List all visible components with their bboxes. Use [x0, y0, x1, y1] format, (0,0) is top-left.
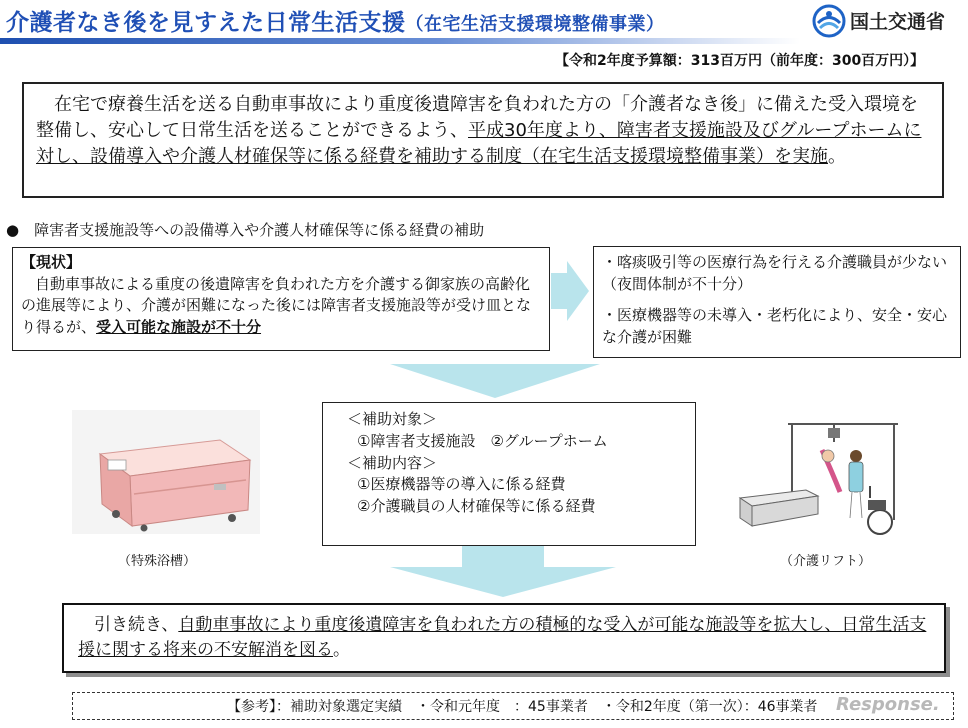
issue-item: ・喀痰吸引等の医療行為を行える介護職員が少ない（夜間体制が不十分） — [602, 253, 948, 293]
care-lift-caption: （介護リフト） — [780, 554, 872, 569]
watermark: Response. — [836, 694, 940, 715]
status-body: 自動車事故による重度の後遺障害を負われた方を介護する御家族の高齢化の進展等により、介護が困難になった後には障害者支援施設等が受け皿となり得るが、 — [21, 274, 532, 336]
conclusion-box — [62, 603, 946, 673]
conclusion-suffix: 。 — [333, 640, 350, 660]
issues-box — [593, 246, 961, 358]
support-content-heading: ＜補助内容＞ — [347, 453, 438, 472]
intro-text — [36, 92, 930, 170]
reference-note: 【参考】：補助対象選定実績 ・令和元年度 ：45事業者 ・令和2年度（第一次）：46事業者 — [72, 692, 954, 720]
down-arrow-icon — [390, 545, 616, 597]
status-text — [21, 274, 541, 339]
bathtub-illustration — [72, 410, 260, 534]
intro-sentence-2-underlined: 平成30年度より、障害者支援施設及びグループホームに対し、設備導入や介護人材確保等に係る経費を補助する制度（在宅生活支援環境整備事業）を実施 — [36, 120, 922, 167]
ministry-emblem-icon — [812, 4, 846, 38]
ministry-logo — [812, 4, 962, 38]
support-box — [322, 402, 696, 546]
bathtub-caption: （特殊浴槽） — [118, 554, 197, 569]
support-content-item: ②介護職員の人材確保等に係る経費 — [357, 497, 596, 516]
care-lift-image — [736, 402, 906, 546]
care-lift-illustration — [736, 402, 906, 546]
conclusion-underlined: 自動車事故により重度後遺障害を負われた方の積極的な受入が可能な施設等を拡大し、日常生活支援に関する将来の不安解消を図る — [78, 615, 927, 660]
support-target-items: ①障害者支援施設 ②グループホーム — [357, 431, 608, 450]
page-title — [6, 4, 665, 37]
status-emphasis: 受入可能な施設が不十分 — [96, 317, 262, 336]
title-sub: （在宅生活支援環境整備事業） — [405, 14, 665, 35]
title-main: 介護者なき後を見すえた日常生活支援 — [6, 10, 406, 36]
status-label: 【現状】 — [21, 253, 82, 271]
bullet-icon: ● — [6, 221, 20, 239]
conclusion-text — [78, 613, 930, 663]
ministry-name: 国土交通省 — [850, 11, 946, 33]
conclusion-prefix: 引き続き、 — [94, 615, 179, 635]
issue-item: ・医療機器等の未導入・老朽化により、安全・安心な介護が困難 — [602, 306, 948, 346]
status-box — [12, 247, 550, 351]
section-heading-text: 障害者支援施設等への設備導入や介護人材確保等に係る経費の補助 — [34, 221, 485, 239]
intro-sentence-end: 。 — [828, 146, 846, 167]
right-arrow-icon — [549, 259, 591, 323]
budget-note: 【令和2年度予算額：313百万円（前年度：300百万円）】 — [555, 53, 925, 69]
support-target-heading: ＜補助対象＞ — [347, 410, 438, 428]
intro-sentence-1: 在宅で療養生活を送る自動車事故により重度後遺障害を負われた方の「介護者なき後」に備えた受入環境を整備し、安心して日常生活を送ることができるよう、 — [36, 94, 918, 141]
down-arrow-icon — [390, 364, 600, 398]
special-bathtub-image — [72, 410, 260, 534]
intro-box — [22, 82, 944, 198]
title-underline-bar — [0, 38, 800, 44]
section-heading — [6, 219, 484, 240]
support-content-item: ①医療機器等の導入に係る経費 — [357, 475, 566, 494]
